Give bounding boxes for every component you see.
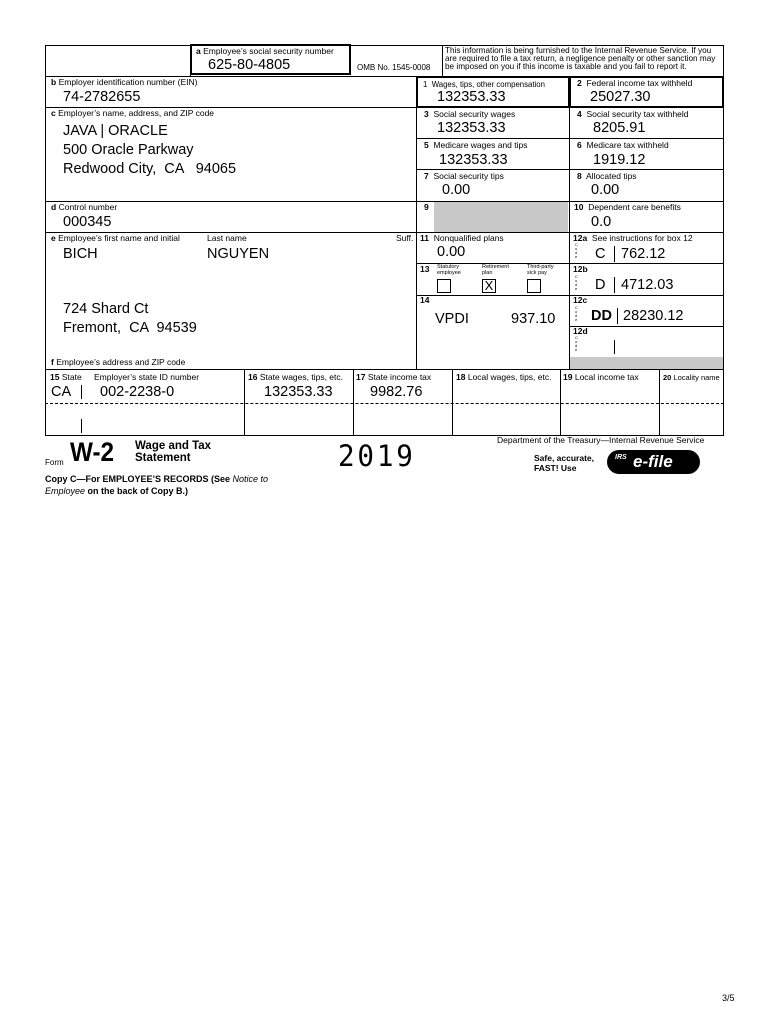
box-12b-label: 12b (573, 264, 588, 274)
box-12b-code: D (595, 277, 606, 293)
box-11-value: 0.00 (437, 244, 466, 260)
employee-street: 724 Shard Ct (63, 301, 149, 317)
box-2-value: 25027.30 (590, 89, 651, 105)
state-income-tax-value: 9982.76 (370, 384, 423, 400)
box-3-label: 3 Social security wages (424, 109, 516, 119)
control-number: 000345 (63, 214, 112, 230)
box-10-label: 10 Dependent care benefits (574, 202, 681, 212)
employer-name: JAVA | ORACLE (63, 123, 168, 139)
box-12c-code: DD (591, 308, 612, 324)
box-12c-label: 12c (573, 295, 588, 305)
code-letters-12b: Code (575, 274, 578, 291)
employer-city: Redwood City, CA 94065 (63, 161, 237, 177)
box-6-value: 1919.12 (593, 152, 646, 168)
box-8-value: 0.00 (591, 182, 620, 198)
state-code: CA (51, 384, 72, 400)
irs-text: IRS (615, 454, 627, 461)
statutory-employee-checkbox[interactable] (437, 279, 451, 293)
suffix-label: Suff. (396, 233, 414, 243)
irs-notice: This information is being furnished to the Internal Revenue Service. If you are required to file a tax return, a negligence penalty or other sanction may be imposed on you if this income is taxable and you fail to report it. (445, 46, 716, 71)
box-14-label: 14 (420, 295, 430, 305)
safe-accurate-text: Safe, accurate, FAST! Use (534, 453, 595, 473)
box-14-value: 937.10 (511, 311, 556, 327)
statutory-employee-label: Statutory employee (437, 264, 461, 276)
box-12c-value: 28230.12 (623, 308, 684, 324)
dept-treasury: Department of the Treasury—Internal Revenue Service (497, 435, 705, 445)
box-c-label: c Employer’s name, address, and ZIP code (51, 108, 215, 118)
employee-city: Fremont, CA 94539 (63, 320, 197, 336)
box-11-label: 11 Nonqualified plans (420, 233, 504, 243)
box-2-label: 2 Federal income tax withheld (577, 78, 693, 88)
employee-first-name: BICH (63, 246, 98, 262)
w2-title: W-2 (70, 437, 115, 467)
ssn-value: 625-80-4805 (208, 57, 291, 73)
box-f-label: f Employee’s address and ZIP code (51, 357, 186, 367)
box-15-label: 15 State (50, 372, 82, 382)
employer-street: 500 Oracle Parkway (63, 142, 194, 158)
box-12b-value: 4712.03 (621, 277, 674, 293)
box-17-label: 17 State income tax (356, 372, 432, 382)
box-12a-code: C (595, 246, 606, 262)
box-7-label: 7 Social security tips (424, 171, 504, 181)
box-19-label: 19 Local income tax (563, 372, 639, 382)
box-1-label: 1 Wages, tips, other compensation (423, 80, 545, 89)
box-d-label: d Control number (51, 202, 118, 212)
employee-last-name: NGUYEN (207, 246, 270, 262)
retirement-plan-label: Retirement plan (482, 264, 509, 276)
efile-logo (607, 450, 700, 474)
box-9-label: 9 (424, 202, 429, 212)
omb-number: OMB No. 1545-0008 (357, 63, 431, 72)
box-a-label: a Employee’s social security number (196, 46, 334, 56)
box-5-value: 132353.33 (439, 152, 508, 168)
copy-c-text: Copy C—For EMPLOYEE’S RECORDS (See Notice to Employee on the back of Copy B.) (45, 474, 269, 496)
box-8-label: 8 Allocated tips (577, 171, 637, 181)
efile-text: e-file (633, 452, 673, 471)
state-id-label: Employer’s state ID number (94, 372, 200, 382)
page-number: 3/5 (722, 993, 735, 1003)
state-id-number: 002-2238-0 (100, 384, 175, 400)
box-12a-value: 762.12 (621, 246, 666, 262)
box-18-label: 18 Local wages, tips, etc. (456, 372, 552, 382)
box-e-label: e Employee’s first name and initial (51, 233, 180, 243)
retirement-plan-checkbox[interactable]: X (482, 279, 496, 293)
form-word: Form (45, 458, 64, 467)
box-14-description: VPDI (435, 311, 469, 327)
box-4-value: 8205.91 (593, 120, 646, 136)
box-3-value: 132353.33 (437, 120, 506, 136)
box-20-label: 20 Locality name (663, 373, 720, 382)
code-letters-12a: Code (575, 242, 578, 259)
ein-value: 74-2782655 (63, 89, 141, 105)
wage-and-tax-title: Wage and Tax Statement (135, 440, 212, 464)
box-1-value: 132353.33 (437, 89, 506, 105)
box-13-label: 13 (420, 264, 430, 274)
third-party-sick-pay-label: Third-party sick pay (527, 264, 554, 276)
box-4-label: 4 Social security tax withheld (577, 109, 689, 119)
tax-year: 2019 (338, 439, 416, 473)
state-wages-value: 132353.33 (264, 384, 333, 400)
box-6-label: 6 Medicare tax withheld (577, 140, 669, 150)
third-party-sick-pay-checkbox[interactable] (527, 279, 541, 293)
box-b-label: b Employer identification number (EIN) (51, 77, 198, 87)
box-12d-label: 12d (573, 326, 588, 336)
box-16-label: 16 State wages, tips, etc. (248, 372, 343, 382)
box-5-label: 5 Medicare wages and tips (424, 140, 528, 150)
box-10-value: 0.0 (591, 214, 612, 230)
box-7-value: 0.00 (442, 182, 471, 198)
last-name-label: Last name (207, 233, 247, 243)
code-letters-12d: Code (575, 335, 578, 352)
box-12a-label: 12a See instructions for box 12 (573, 233, 693, 243)
code-letters-12c: Code (575, 305, 578, 322)
